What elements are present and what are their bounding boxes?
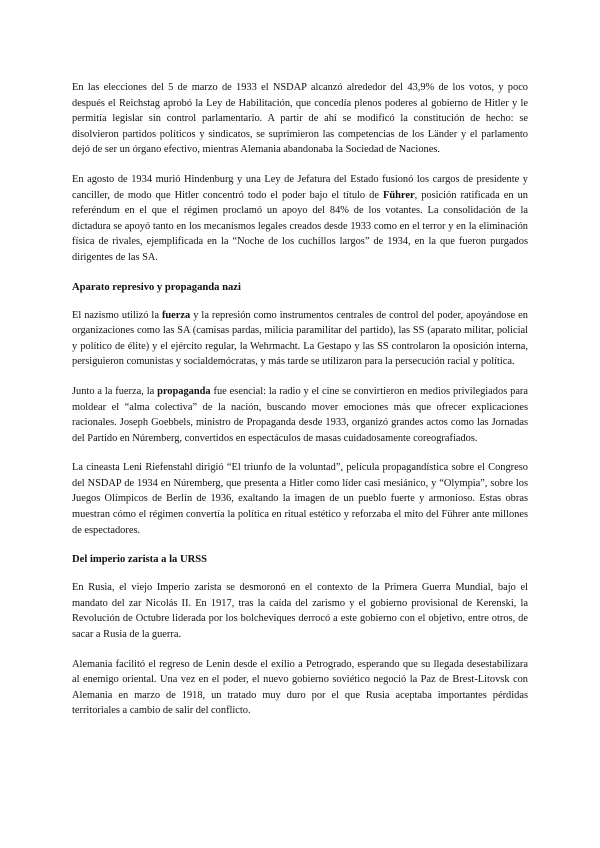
paragraph-text: Alemania facilitó el regreso de Lenin desde el exilio a Petrogrado, esperando que su llegada desestabilizara al enemigo oriental. Una vez en el poder, el nuevo gobierno soviético negoció la Paz de Brest-Litovsk con Alemania en marzo de 1918, un tratado muy duro por el que Rusia aceptaba importantes pérdidas territoriales a cambio de salir del conflicto. bbox=[72, 658, 528, 717]
paragraph-text: El nazismo utilizó la bbox=[72, 309, 162, 321]
paragraph-muerte-hindenburg bbox=[72, 172, 528, 266]
paragraph-text: Junto a la fuerza, la bbox=[72, 385, 158, 397]
bold-term-fuhrer: Führer bbox=[383, 189, 415, 201]
paragraph-rusia bbox=[72, 580, 528, 642]
paragraph-fuerza bbox=[72, 308, 528, 370]
paragraph-lenin bbox=[72, 657, 528, 719]
paragraph-elecciones-1933 bbox=[72, 80, 528, 158]
paragraph-text: y la represión como instrumentos centrales de control del poder, apoyándose en organizaciones como las SA (camisas pardas, milicia paramilitar del partido), las SS (aparato militar, policial y político de élite) y el ejército regular, la Wehrmacht. La Gestapo y las SS controlaron la oposición interna, persiguieron comunistas y socialdemócratas, y más tarde se utilizaron para la persecución racial y política. bbox=[72, 309, 528, 368]
paragraph-text: En agosto de 1934 murió Hindenburg y una Ley de Jefatura del Estado fusionó los cargos de presidente y canciller, de modo que Hitler concentró todo el poder bajo el título de bbox=[72, 173, 528, 201]
bold-term-propaganda: propaganda bbox=[157, 385, 211, 397]
section-heading-imperio-zarista: Del imperio zarista a la URSS bbox=[72, 554, 208, 566]
paragraph-text: fue esencial: la radio y el cine se convirtieron en medios privilegiados para moldear el “alma colectiva” de la nación, buscando mover emociones más que ofrecer explicaciones racionales. Joseph Goebbels, ministro de Propaganda desde 1933, organizó grandes actos como las Jornadas del Partido en Núremberg, convertidos en espectáculos de masas cuidadosamente coreografiados. bbox=[72, 385, 528, 444]
paragraph-text: , posición ratificada en un referéndum en el que el régimen proclamó un apoyo del 84% de los votantes. La consolidación de la dictadura se apoyó tanto en los mecanismos legales creados desde 1933 como en el terror y en la eliminación física de rivales, ejemplificada en la “Noche de los cuchillos largos” de 1934, en la que fueron purgados dirigentes de las SA. bbox=[72, 189, 528, 263]
paragraph-text: En Rusia, el viejo Imperio zarista se desmoronó en el contexto de la Primera Guerra Mundial, bajo el mandato del zar Nicolás II. En 1917, tras la caída del zarismo y el gobierno provisional de Kerenski, la Revolución de Octubre liderada por los bolcheviques derrocó a este gobierno con el objetivo, entre otros, de sacar a Rusia de la guerra. bbox=[72, 582, 528, 641]
paragraph-text: La cineasta Leni Riefenstahl dirigió “El triunfo de la voluntad”, película propagandística sobre el Congreso del NSDAP de 1934 en Núremberg, que presenta a Hitler como líder casi mesiánico, y “Olympia”, sobre los Juegos Olímpicos de Berlín de 1936, exaltando la imagen de un pueblo fuerte y armonioso. Estas obras muestran cómo el régimen convertía la política en ritual estético y reforzaba el mito del Führer ante millones de espectadores. bbox=[72, 462, 528, 536]
paragraph-text: En las elecciones del 5 de marzo de 1933 el NSDAP alcanzó alrededor del 43,9% de los votos, y poco después el Reichstag aprobó la Ley de Habilitación, que concedía plenos poderes al gobierno de Hitler y le permitía legislar sin control parlamentario. A partir de ahí se modificó la constitución de hecho: se disolvieron partidos políticos y sindicatos, se suprimieron las competencias de los Länder y el parlamento dejó de ser un órgano efectivo, mientras Alemania abandonaba la Sociedad de Naciones. bbox=[72, 82, 528, 156]
paragraph-riefenstahl bbox=[72, 460, 528, 538]
bold-term-fuerza: fuerza bbox=[161, 309, 191, 321]
paragraph-propaganda bbox=[72, 384, 528, 446]
section-heading-aparato-represivo: Aparato represivo y propaganda nazi bbox=[72, 281, 241, 293]
